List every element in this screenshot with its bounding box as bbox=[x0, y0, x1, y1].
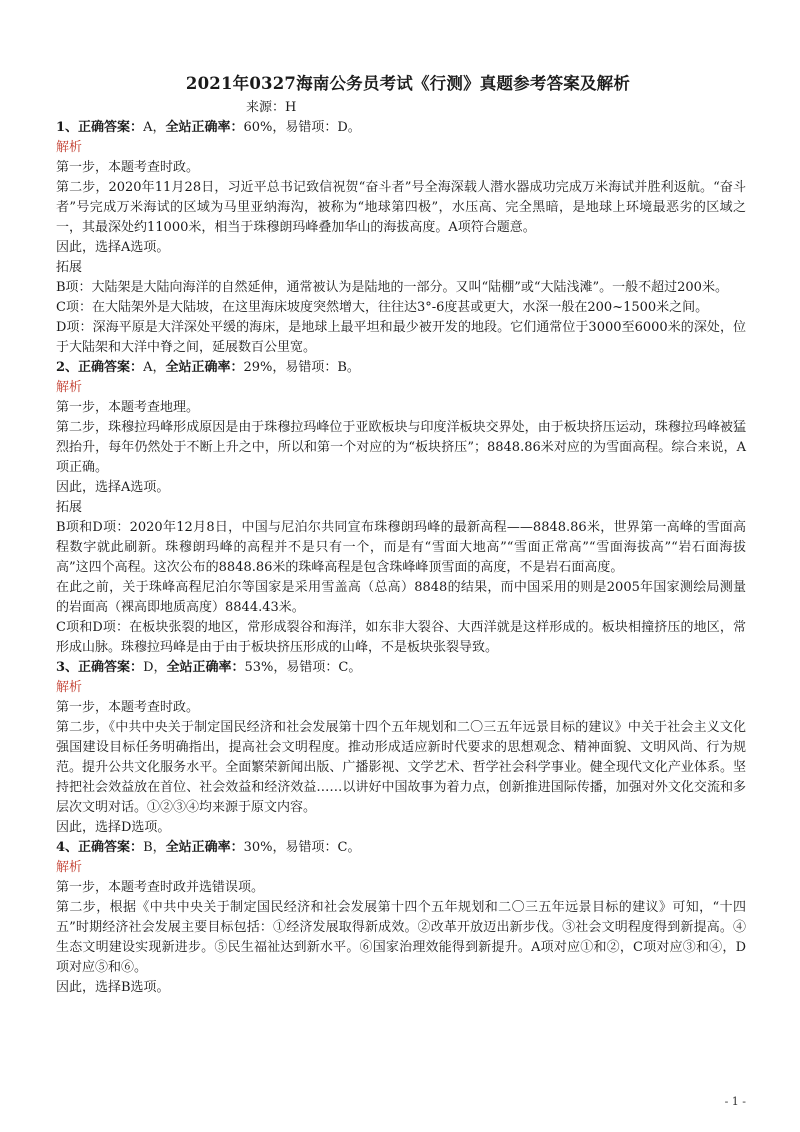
analysis-step-2: 第二步，2020年11月28日，习近平总书记致信祝贺“奋斗者”号全海深载人潜水器成功完成万米海试并胜利返航。“奋斗者”号完成万米海试的区域为马里亚纳海沟，被称为“地球第四极”，水压高、完全黑暗，是地球上环境最恶劣的区域之一，其最深处约11000米，相当于珠穆朗玛峰叠加华山的海拔高度。A项符合题意。 bbox=[56, 180, 746, 235]
rate-label: 全站正确率： bbox=[165, 360, 244, 375]
question-number: 2、 bbox=[56, 360, 79, 375]
page-number: - 1 - bbox=[724, 1095, 746, 1108]
extension-c: C项：在大陆架外是大陆坡，在这里海床坡度突然增大，往往达3°-6度甚或更大，水深一般在200~1500米之间。 bbox=[56, 300, 709, 315]
answer-label: 正确答案： bbox=[78, 360, 144, 375]
question-2-header bbox=[56, 358, 746, 378]
source-line: 来源：H bbox=[246, 100, 297, 115]
extension-note: 在此之前，关于珠峰高程尼泊尔等国家是采用雪盖高（总高）8848的结果，而中国采用的则是2005年国家测绘局测量的岩面高（裸高即地质高度）8844.43米。 bbox=[56, 580, 746, 615]
rate-label: 全站正确率： bbox=[166, 660, 245, 675]
document-title: 2021年0327海南公务员考试《行测》真题参考答案及解析 bbox=[185, 74, 631, 93]
rate-label: 全站正确率： bbox=[165, 840, 244, 855]
analysis-heading: 解析 bbox=[56, 140, 83, 155]
analysis-step-2: 第二步，《中共中央关于制定国民经济和社会发展第十四个五年规划和二〇三五年远景目标的建议》中关于社会主义文化强国建设目标任务明确指出，提高社会文明程度。推动形成适应新时代要求的思想观念、精神面貌、文明风尚、行为规范。提升公共文化服务水平。全面繁荣新闻出版、广播影视、文学艺术、哲学社会科学事业。健全现代文化产业体系。坚持把社会效益放在首位、社会效益和经济效益……以讲好中国故事为着力点，创新推进国际传播，加强对外文化交流和多层次文明对话。①②③④均来源于原文内容。 bbox=[56, 720, 746, 815]
question-3-header bbox=[56, 658, 746, 678]
answer-label: 正确答案： bbox=[78, 840, 144, 855]
question-1-header bbox=[56, 118, 746, 138]
question-number: 4、 bbox=[56, 840, 79, 855]
rate-and-wrong-option: 30%，易错项：C。 bbox=[243, 840, 361, 855]
extension-heading: 拓展 bbox=[56, 500, 83, 515]
question-number: 3、 bbox=[56, 660, 79, 675]
analysis-heading: 解析 bbox=[56, 380, 83, 395]
analysis-step-1: 第一步，本题考查时政并选错误项。 bbox=[56, 880, 265, 895]
analysis-conclusion: 因此，选择A选项。 bbox=[56, 240, 170, 255]
answer-value: B， bbox=[143, 840, 166, 855]
question-number: 1、 bbox=[56, 120, 79, 135]
extension-d: D项：深海平原是大洋深处平缓的海床，是地球上最平坦和最少被开发的地段。它们通常位于3000至6000米的深处，位于大陆架和大洋中脊之间，延展数百公里宽。 bbox=[56, 320, 746, 355]
answer-value: A， bbox=[143, 360, 166, 375]
question-4-header bbox=[56, 838, 746, 858]
analysis-step-2: 第二步，珠穆拉玛峰形成原因是由于珠穆拉玛峰位于亚欧板块与印度洋板块交界处，由于板块挤压运动，珠穆拉玛峰被猛烈抬升，每年仍然处于不断上升之中，所以和第一个对应的为“板块挤压”；8848.86米对应的为雪面高程。综合来说，A项正确。 bbox=[56, 420, 746, 475]
analysis-heading: 解析 bbox=[56, 860, 83, 875]
extension-b: B项：大陆架是大陆向海洋的自然延伸，通常被认为是陆地的一部分。又叫“陆棚”或“大陆浅滩”。一般不超过200米。 bbox=[56, 280, 728, 295]
extension-cd: C项和D项：在板块张裂的地区，常形成裂谷和海洋，如东非大裂谷、大西洋就是这样形成的。板块相撞挤压的地区，常形成山脉。珠穆拉玛峰是由于由于板块挤压形成的山峰，不是板块张裂导致。 bbox=[56, 620, 746, 655]
analysis-heading: 解析 bbox=[56, 680, 83, 695]
rate-and-wrong-option: 29%，易错项：B。 bbox=[243, 360, 360, 375]
rate-label: 全站正确率： bbox=[165, 120, 244, 135]
analysis-step-1: 第一步，本题考查时政。 bbox=[56, 160, 200, 175]
analysis-conclusion: 因此，选择D选项。 bbox=[56, 820, 171, 835]
analysis-step-1: 第一步，本题考查地理。 bbox=[56, 400, 200, 415]
analysis-step-2: 第二步，根据《中共中央关于制定国民经济和社会发展第十四个五年规划和二〇三五年远景目标的建议》可知，“十四五”时期经济社会发展主要目标包括：①经济发展取得新成效。②改革开放迈出新步伐。③社会文明程度得到新提高。④生态文明建设实现新进步。⑤民生福祉达到新水平。⑥国家治理效能得到新提升。A项对应①和②，C项对应③和④，D项对应⑤和⑥。 bbox=[56, 900, 746, 975]
extension-heading: 拓展 bbox=[56, 260, 83, 275]
answer-value: D， bbox=[143, 660, 167, 675]
answer-label: 正确答案： bbox=[78, 120, 144, 135]
answer-label: 正确答案： bbox=[78, 660, 144, 675]
analysis-conclusion: 因此，选择B选项。 bbox=[56, 980, 170, 995]
rate-and-wrong-option: 60%，易错项：D。 bbox=[243, 120, 361, 135]
analysis-step-1: 第一步，本题考查时政。 bbox=[56, 700, 200, 715]
answer-value: A， bbox=[143, 120, 166, 135]
rate-and-wrong-option: 53%，易错项：C。 bbox=[244, 660, 362, 675]
extension-bd: B项和D项：2020年12月8日，中国与尼泊尔共同宣布珠穆朗玛峰的最新高程——8848.86米，世界第一高峰的雪面高程数字就此刷新。珠穆朗玛峰的高程并不是只有一个，而是有“雪面大地高”“雪面正常高”“雪面海拔高”“岩石面海拔高”这四个高程。这次公布的8848.86米的珠峰高程是包含珠峰峰顶雪面的高度，不是岩石面高度。 bbox=[56, 520, 746, 575]
analysis-conclusion: 因此，选择A选项。 bbox=[56, 480, 170, 495]
document-page bbox=[56, 72, 746, 998]
